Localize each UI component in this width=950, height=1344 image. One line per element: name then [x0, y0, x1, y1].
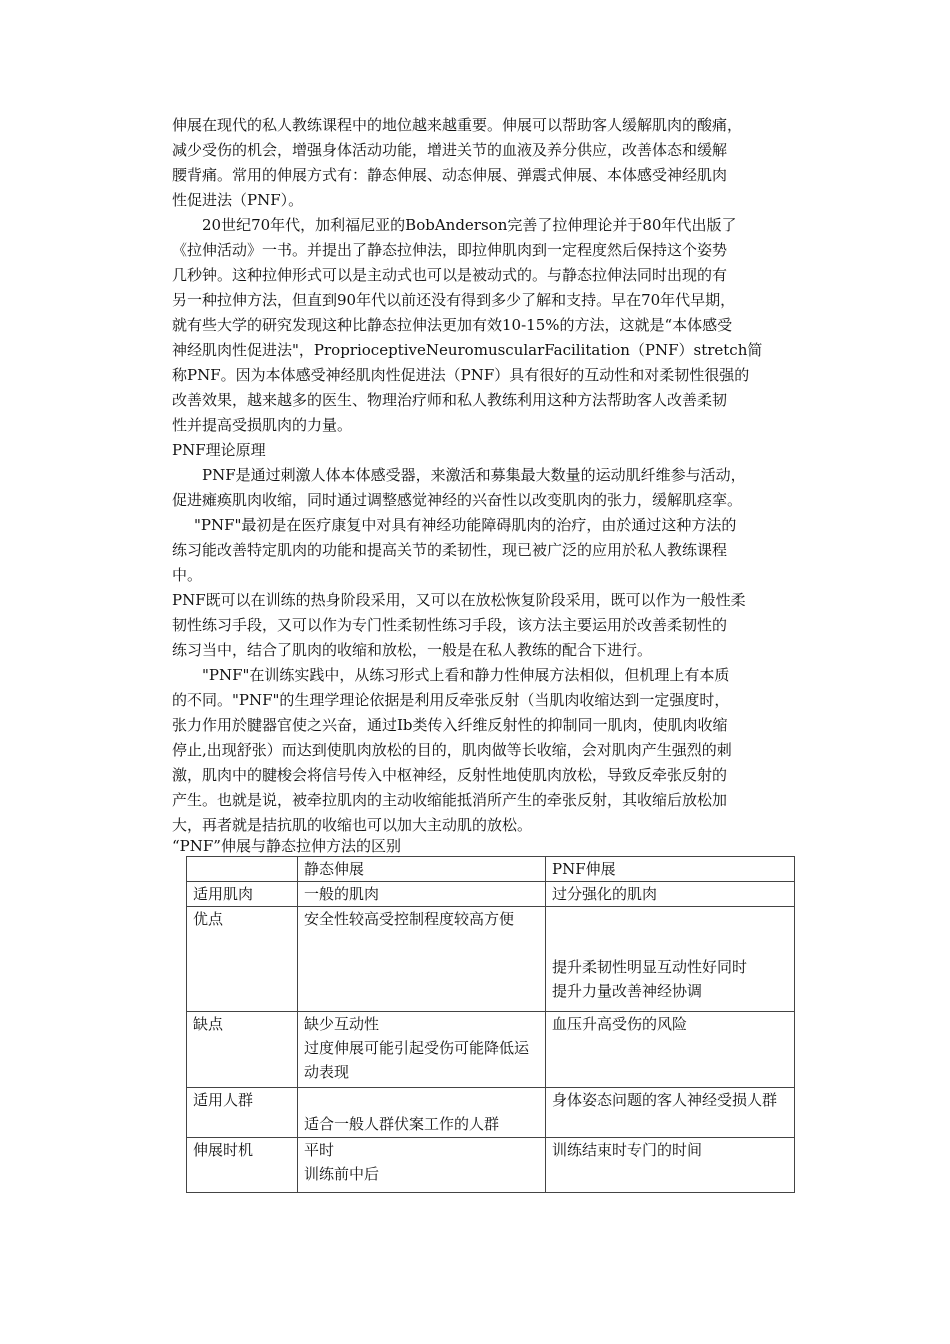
static-cell [298, 1088, 546, 1138]
text-line: 20世纪70年代，加利福尼亚的BobAnderson完善了拉伸理论并于80年代出版了 [202, 216, 737, 234]
header-cell: PNF伸展 [546, 857, 795, 882]
text-line: 性促进法（PNF）。 [172, 191, 304, 209]
cell-text: 过度伸展可能引起受伤可能降低运动表现 [304, 1039, 530, 1081]
text-line: 就有些大学的研究发现这种比静态拉伸法更加有效10-15%的方法，这就是“本体感受 [172, 316, 733, 334]
text-line: 几秒钟。这种拉伸形式可以是主动式也可以是被动式的。与静态拉伸法同时出现的有 [172, 266, 728, 284]
text-line: PNF既可以在训练的热身阶段采用，又可以在放松恢复阶段采用，既可以作为一般性柔 [172, 591, 746, 609]
comparison-table [186, 856, 795, 1193]
text-line: 腰背痛。常用的伸展方式有：静态伸展、动态伸展、弹震式伸展、本体感受神经肌肉 [172, 166, 728, 184]
text-line: 改善效果，越来越多的医生、物理治疗师和私人教练利用这种方法帮助客人改善柔韧 [172, 391, 728, 409]
row-label: 适用人群 [187, 1088, 298, 1138]
section-heading: PNF理论原理 [172, 441, 266, 459]
cell-text: 过分强化的肌肉 [552, 885, 658, 903]
table-row [187, 882, 795, 907]
row-label: 缺点 [187, 1012, 298, 1088]
text-line: "PNF"在训练实践中，从练习形式上看和静力性伸展方法相似，但机理上有本质 [202, 666, 730, 684]
table-row [187, 1012, 795, 1088]
cell-text: 身体姿态问题的客人神经受损人群 [552, 1091, 778, 1109]
text-line: PNF是通过刺激人体本体感受器，来激活和募集最大数量的运动肌纤维参与活动， [202, 466, 746, 484]
text-line: "PNF"最初是在医疗康复中对具有神经功能障碍肌肉的治疗，由於通过这种方法的 [194, 516, 737, 534]
text-line: 促进瘫痪肌肉收缩，同时通过调整感觉神经的兴奋性以改变肌肉的张力，缓解肌痉挛。 [172, 491, 743, 509]
text-line: 韧性练习手段，又可以作为专门性柔韧性练习手段，该方法主要运用於改善柔韧性的 [172, 616, 728, 634]
pnf-cell [546, 882, 795, 907]
cell-text: 训练结束时专门的时间 [552, 1141, 703, 1159]
text-line: 激，肌肉中的腱梭会将信号传入中枢神经，反射性地使肌肉放松，导致反牵张反射的 [172, 766, 728, 784]
text-line: 神经肌肉性促进法"，ProprioceptiveNeuromuscularFacilitation（PNF）stretch简 [172, 341, 763, 359]
table-header-row [187, 857, 795, 882]
table-row [187, 1088, 795, 1138]
row-label: 伸展时机 [187, 1138, 298, 1193]
text-line: 中。 [172, 566, 203, 584]
text-line: 《拉伸活动》一书。并提出了静态拉伸法，即拉伸肌肉到一定程度然后保持这个姿势 [172, 241, 728, 259]
pnf-cell [546, 1012, 795, 1088]
text-line: 大，再者就是拮抗肌的收缩也可以加大主动肌的放松。 [172, 816, 533, 834]
text-line: 练习能改善特定肌肉的功能和提高关节的柔韧性，现已被广泛的应用於私人教练课程 [172, 541, 728, 559]
text-line: 伸展在现代的私人教练课程中的地位越来越重要。伸展可以帮助客人缓解肌肉的酸痛， [172, 116, 743, 134]
cell-text: 缺少互动性 [304, 1015, 380, 1033]
pnf-cell [546, 907, 795, 1012]
text-line: 另一种拉伸方法，但直到90年代以前还没有得到多少了解和支持。早在70年代早期， [172, 291, 736, 309]
cell-text: 适合一般人群伏案工作的人群 [304, 1115, 500, 1133]
cell-text: 一般的肌肉 [304, 885, 380, 903]
row-label: 适用肌肉 [187, 882, 298, 907]
table-caption: “PNF”伸展与静态拉伸方法的区别 [172, 837, 401, 855]
pnf-cell [546, 1088, 795, 1138]
cell-text: 平时 [304, 1141, 335, 1159]
cell-text: 训练前中后 [304, 1165, 380, 1183]
body-text [172, 113, 822, 838]
header-cell: 静态伸展 [298, 857, 546, 882]
text-line: 减少受伤的机会，增强身体活动功能，增进关节的血液及养分供应，改善体态和缓解 [172, 141, 728, 159]
text-line: 产生。也就是说，被牵拉肌肉的主动收缩能抵消所产生的牵张反射，其收缩后放松加 [172, 791, 728, 809]
header-cell [187, 857, 298, 882]
text-line: 张力作用於腱器官使之兴奋，通过Ib类传入纤维反射性的抑制同一肌肉，使肌肉收缩 [172, 716, 728, 734]
table-row [187, 1138, 795, 1193]
row-label: 优点 [187, 907, 298, 1012]
pnf-cell [546, 1138, 795, 1193]
cell-text: 血压升高受伤的风险 [552, 1015, 688, 1033]
static-cell [298, 882, 546, 907]
table-row [187, 907, 795, 1012]
static-cell [298, 1138, 546, 1193]
cell-text: 安全性较高受控制程度较高方便 [304, 910, 515, 928]
text-line: 的不同。"PNF"的生理学理论依据是利用反牵张反射（当肌肉收缩达到一定强度时， [172, 691, 730, 709]
text-line: 停止,出现舒张）而达到使肌肉放松的目的，肌肉做等长收缩，会对肌肉产生强烈的刺 [172, 741, 732, 759]
text-line: 称PNF。因为本体感受神经肌肉性促进法（PNF）具有很好的互动性和对柔韧性很强的 [172, 366, 750, 384]
static-cell [298, 907, 546, 1012]
cell-text: 提升力量改善神经协调 [552, 982, 703, 1000]
text-line: 练习当中，结合了肌肉的收缩和放松，一般是在私人教练的配合下进行。 [172, 641, 653, 659]
static-cell [298, 1012, 546, 1088]
text-line: 性并提高受损肌肉的力量。 [172, 416, 353, 434]
cell-text: 提升柔韧性明显互动性好同时 [552, 958, 748, 976]
